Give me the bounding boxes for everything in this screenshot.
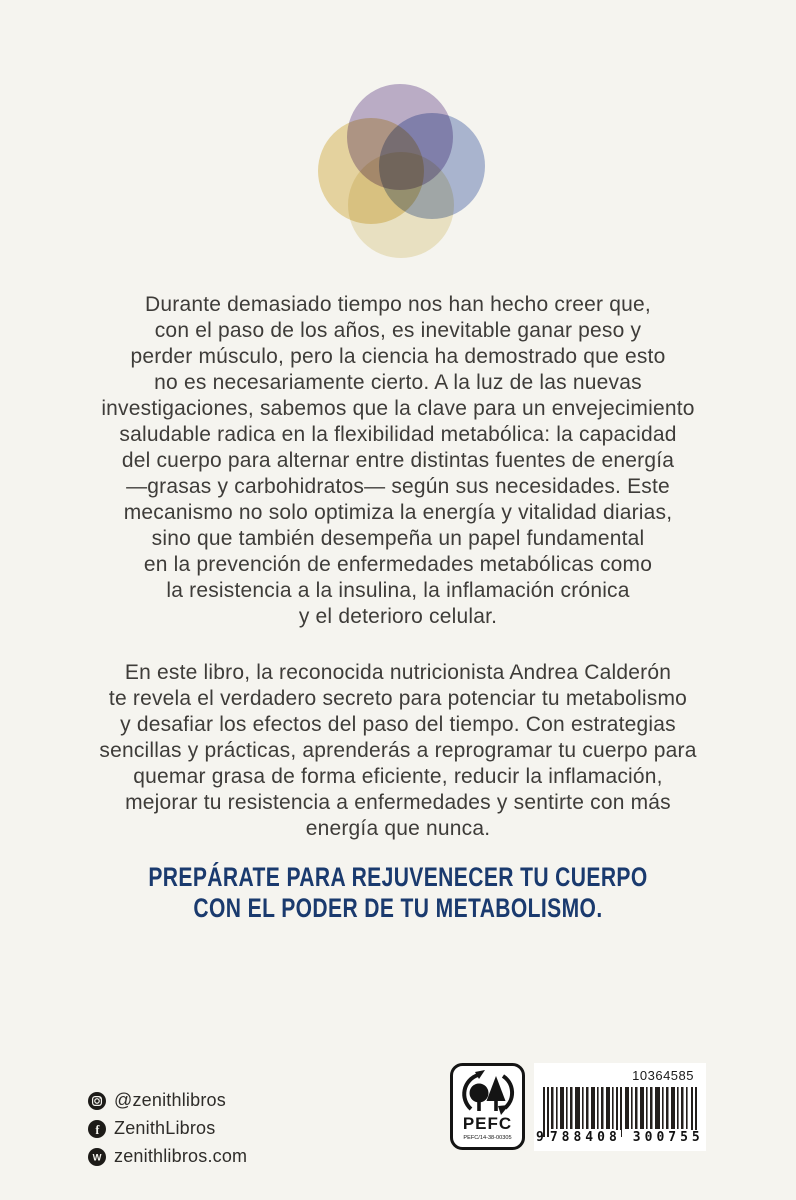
synopsis-line: la resistencia a la insulina, la inflamación crónica <box>166 579 630 602</box>
pefc-code: PEFC/14-38-00305 <box>463 1135 512 1141</box>
pefc-certification-mark <box>449 1062 526 1151</box>
synopsis-line: y desafiar los efectos del paso del tiempo. Con estrategias <box>120 713 676 736</box>
synopsis-line: mejorar tu resistencia a enfermedades y sentirte con más <box>125 791 671 814</box>
synopsis-line: no es necesariamente cierto. A la luz de las nuevas <box>154 371 642 394</box>
synopsis-line: en la prevención de enfermedades metabólicas como <box>143 553 653 576</box>
tagline-line-1: PREPÁRATE PARA REJUVENECER TU CUERPO <box>148 862 648 892</box>
instagram-handle: @zenithlibros <box>114 1090 226 1110</box>
synopsis-line: saludable radica en la flexibilidad metabólica: la capacidad <box>119 423 677 446</box>
synopsis-line: con el paso de los años, es inevitable ganar peso y <box>154 319 642 342</box>
synopsis-line: quemar grasa de forma eficiente, reducir la inflamación, <box>133 765 663 788</box>
facebook-icon <box>88 1120 106 1138</box>
synopsis-line: En este libro, la reconocida nutricionista Andrea Calderón <box>124 661 672 684</box>
synopsis-line: sino que también desempeña un papel fundamental <box>151 527 645 550</box>
synopsis-line: energía que nunca. <box>305 817 491 840</box>
isbn-group-1: 788408 <box>549 1130 621 1145</box>
synopsis-line: perder músculo, pero la ciencia ha demostrado que esto <box>130 345 666 368</box>
synopsis-paragraph-2 <box>0 660 796 842</box>
website-url: zenithlibros.com <box>114 1146 248 1166</box>
zenith-publisher-logo <box>298 70 498 270</box>
social-links <box>88 1090 247 1174</box>
isbn-group-2: 300755 <box>632 1130 704 1145</box>
barcode-block <box>534 1063 706 1151</box>
web-icon <box>88 1148 106 1166</box>
synopsis-line: del cuerpo para alternar entre distintas fuentes de energía <box>121 449 675 472</box>
synopsis-line: te revela el verdadero secreto para potenciar tu metabolismo <box>108 687 688 710</box>
synopsis-paragraph-1 <box>0 292 796 630</box>
synopsis-line: mecanismo no solo optimiza la energía y vitalidad diarias, <box>123 501 673 524</box>
facebook-handle: ZenithLibros <box>114 1118 216 1138</box>
synopsis-line: y el deterioro celular. <box>298 605 498 628</box>
instagram-icon <box>88 1092 106 1110</box>
sku-number: 10364585 <box>632 1068 694 1083</box>
isbn-digits <box>536 1130 704 1145</box>
synopsis-line: sencillas y prácticas, aprenderás a reprogramar tu cuerpo para <box>99 739 697 762</box>
synopsis-line: Durante demasiado tiempo nos han hecho creer que, <box>145 293 651 316</box>
synopsis-line: —grasas y carbohidratos— según sus necesidades. Este <box>126 475 670 498</box>
isbn-lead-digit: 9 <box>536 1130 544 1145</box>
social-row-instagram <box>88 1090 247 1111</box>
pefc-label: PEFC <box>462 1114 513 1133</box>
tagline-line-2: CON EL PODER DE TU METABOLISMO. <box>193 893 603 923</box>
synopsis-line: investigaciones, sabemos que la clave para un envejecimiento <box>101 397 695 420</box>
svg-text:f: f <box>95 1122 100 1137</box>
social-row-facebook <box>88 1118 247 1139</box>
social-row-web <box>88 1146 247 1167</box>
tagline <box>88 862 709 924</box>
logo-circle-bottom <box>348 152 454 258</box>
svg-text:W: W <box>92 1151 102 1163</box>
pefc-logo-graphic <box>449 1062 526 1151</box>
